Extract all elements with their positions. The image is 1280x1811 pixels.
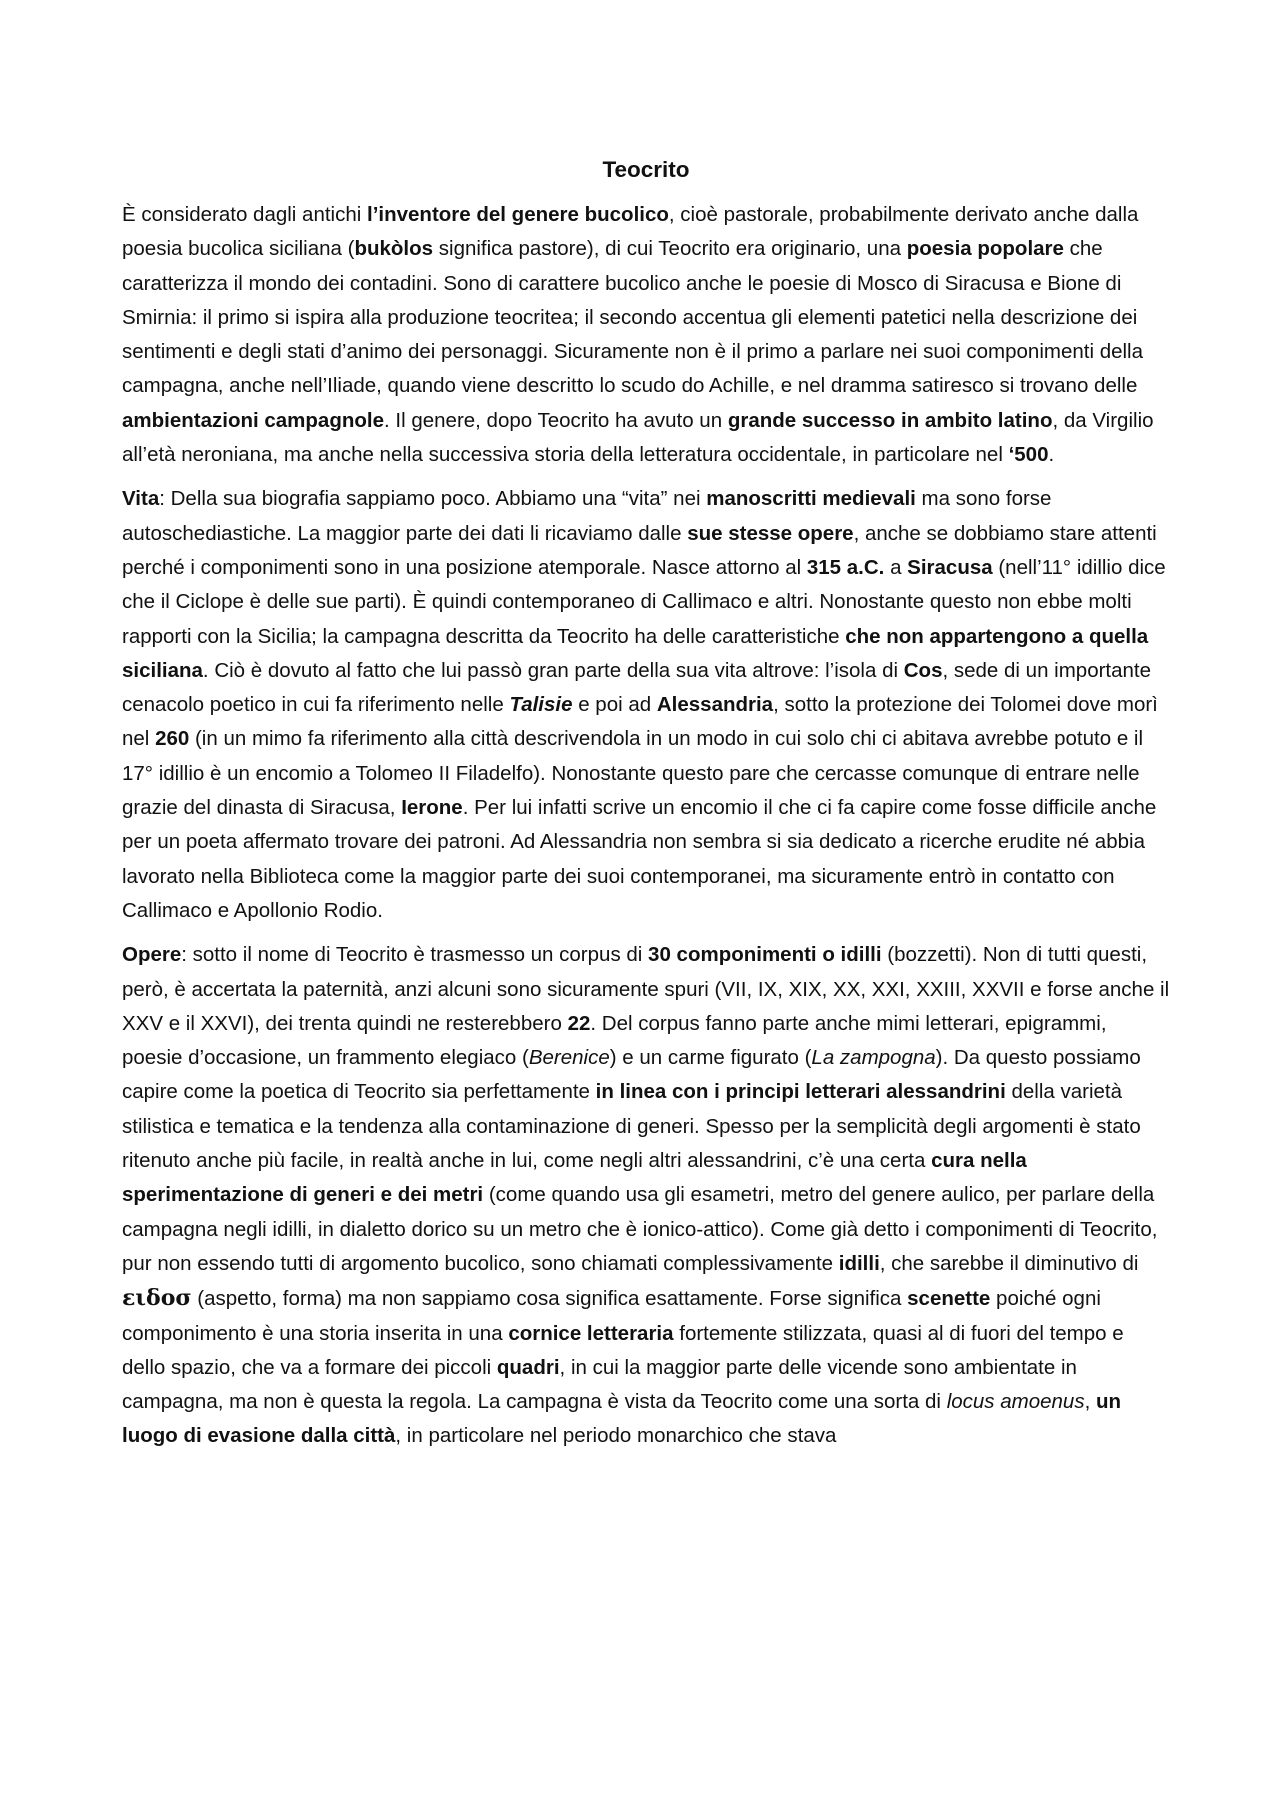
- text-run: , in cui la maggior parte delle vicende sono ambientate in campagna, ma non è questa la regola. La campagna è vista da Teocrito come una sorta di: [122, 1355, 1077, 1414]
- bold-text: manoscritti medievali: [706, 487, 916, 511]
- text-run: (aspetto, forma) ma non sappiamo cosa significa esattamente. Forse significa: [191, 1287, 908, 1311]
- bold-text: in linea con i principi letterari alessandrini: [595, 1080, 1006, 1104]
- text-run: a: [884, 555, 908, 579]
- bold-text: un luogo di evasione dalla città: [122, 1390, 1122, 1448]
- bold-text: idilli: [838, 1251, 880, 1275]
- text-run: che caratterizza il mondo dei contadini. Sono di carattere bucolico anche le poesie di Mosco di Siracusa e Bione di Smirnia: il primo si ispira alla produzione teocritea; il secondo accentua gli elementi patetici nella descrizione dei sentimenti e degli stati d’animo dei personaggi. Sicuramente non è il primo a parlare nei suoi componimenti della campagna, anche nell’Iliade, quando viene descritto lo scudo do Achille, e nel dramma satiresco si trovano delle: [122, 237, 1144, 398]
- text-run: poiché ogni componimento è una storia inserita in una: [122, 1287, 1101, 1345]
- bold-text: ‘500: [1008, 443, 1049, 467]
- italic-text: locus amoenus: [946, 1390, 1085, 1414]
- text-run: , cioè pastorale, probabilmente derivato anche dalla poesia bucolica siciliana (: [122, 203, 1139, 261]
- text-run: (come quando usa gli esametri, metro del genere aulico, per parlare della campagna negli idilli, in dialetto dorico su un metro che è ionico-attico). Come già detto i componimenti di Teocrito, pur non essendo tutti di argomento bucolico, sono chiamati complessivamente: [122, 1183, 1158, 1275]
- bold-text: che non appartengono a quella siciliana: [122, 624, 1149, 682]
- bold-text: ambientazioni campagnole: [122, 408, 384, 432]
- paragraph-vita: [122, 482, 1170, 928]
- document-body: [122, 153, 1170, 1464]
- page-title: Teocrito: [602, 157, 690, 182]
- bold-text: 315 a.C.: [806, 555, 885, 579]
- bold-text: Opere: [122, 943, 182, 967]
- text-run: ma sono forse autoschediastiche. La maggior parte dei dati li ricaviamo dalle: [122, 487, 1052, 545]
- text-run: ) e un carme figurato (: [609, 1046, 812, 1070]
- bold-text: grande successo in ambito latino: [727, 408, 1053, 432]
- text-run: , da Virgilio all’età neroniana, ma anche nella successiva storia della letteratura occidentale, in particolare nel: [122, 408, 1154, 467]
- bold-text: Cos: [903, 658, 943, 682]
- text-run: , in particolare nel periodo monarchico che stava: [395, 1424, 837, 1448]
- bold-text: poesia popolare: [906, 237, 1064, 261]
- greek-word: ειδοσ: [122, 1285, 192, 1312]
- text-run: . Ciò è dovuto al fatto che lui passò gran parte della sua vita altrove: l’isola di: [202, 658, 904, 682]
- text-run: .: [1048, 443, 1055, 467]
- text-run: e poi ad: [572, 693, 657, 717]
- bold-text: bukòlos: [354, 237, 434, 261]
- text-run: ,: [1084, 1390, 1096, 1414]
- bold-text: 30 componimenti o idilli: [648, 943, 882, 967]
- text-run: della varietà stilistica e tematica e la tendenza alla contaminazione di generi. Spesso per la semplicità degli argomenti è stato ritenuto anche più facile, in realtà anche in lui, come negli altri alessandrini, c’è una certa: [122, 1080, 1141, 1173]
- bold-text: Alessandria: [656, 693, 774, 717]
- bold-text: sue stesse opere: [687, 521, 854, 545]
- paragraph-opere: [122, 938, 1170, 1453]
- text-run: significa pastore), di cui Teocrito era originario, una: [433, 237, 907, 261]
- bold-italic-text: Talisie: [509, 693, 573, 717]
- bold-text: cura nella sperimentazione di generi e dei metri: [122, 1149, 1027, 1207]
- bold-text: Ierone: [401, 796, 463, 820]
- bold-text: cornice letteraria: [508, 1321, 674, 1345]
- text-run: (nell’11° idillio dice che il Ciclope è delle sue parti). È quindi contemporaneo di Callimaco e altri. Nonostante questo non ebbe molti rapporti con la Sicilia; la campagna descritta da Teocrito ha delle caratteristiche: [122, 555, 1166, 648]
- text-run: : Della sua biografia sappiamo poco. Abbiamo una “vita” nei: [159, 487, 707, 511]
- italic-text: Berenice: [528, 1046, 610, 1070]
- bold-text: Siracusa: [907, 555, 993, 579]
- text-run: (in un mimo fa riferimento alla città descrivendola in un modo in cui solo chi ci abitava avrebbe potuto e il 17° idillio è un encomio a Tolomeo II Filadelfo). Nonostante questo pare che cercasse comunque di entrare nelle grazie del dinasta di Siracusa,: [122, 727, 1144, 820]
- italic-text: La zampogna: [811, 1046, 936, 1070]
- text-run: : sotto il nome di Teocrito è trasmesso un corpus di: [181, 943, 649, 967]
- bold-text: scenette: [907, 1287, 991, 1311]
- text-run: , sotto la protezione dei Tolomei dove morì nel: [122, 693, 1158, 751]
- bold-text: 260: [155, 727, 190, 751]
- text-run: ). Da questo possiamo capire come la poetica di Teocrito sia perfettamente: [122, 1046, 1141, 1104]
- bold-text: quadri: [496, 1355, 560, 1379]
- text-run: . Il genere, dopo Teocrito ha avuto un: [384, 408, 728, 432]
- text-run: . Per lui infatti scrive un encomio il che ci fa capire come fosse difficile anche per un poeta affermato trovare dei patroni. Ad Alessandria non sembra si sia dedicato a ricerche erudite né abbia lavorato nella Biblioteca come la maggior parte dei suoi contemporanei, ma sicuramente entrò in contatto con Callimaco e Apollonio Rodio.: [122, 796, 1157, 922]
- bold-text: Vita: [122, 487, 160, 511]
- bold-text: l’inventore del genere bucolico: [367, 203, 669, 226]
- text-run: È considerato dagli antichi: [122, 203, 368, 226]
- text-run: . Del corpus fanno parte anche mimi letterari, epigrammi, poesie d’occasione, un frammento elegiaco (: [122, 1011, 1107, 1070]
- bold-text: 22: [567, 1011, 591, 1035]
- text-run: , che sarebbe il diminutivo di: [879, 1251, 1139, 1275]
- text-run: (bozzetti). Non di tutti questi, però, è accertata la paternità, anzi alcuni sono sicuramente spuri (VII, IX, XIX, XX, XXI, XXIII, XXVII e forse anche il XXV e il XXVI), dei trenta quindi ne resterebbero: [122, 943, 1170, 1035]
- text-run: fortemente stilizzata, quasi al di fuori del tempo e dello spazio, che va a formare dei piccoli: [122, 1321, 1124, 1379]
- paragraph-intro: [122, 198, 1170, 472]
- text-run: , anche se dobbiamo stare attenti perché i componimenti sono in una posizione atemporale. Nasce attorno al: [122, 521, 1157, 579]
- text-run: , sede di un importante cenacolo poetico in cui fa riferimento nelle: [122, 658, 1152, 717]
